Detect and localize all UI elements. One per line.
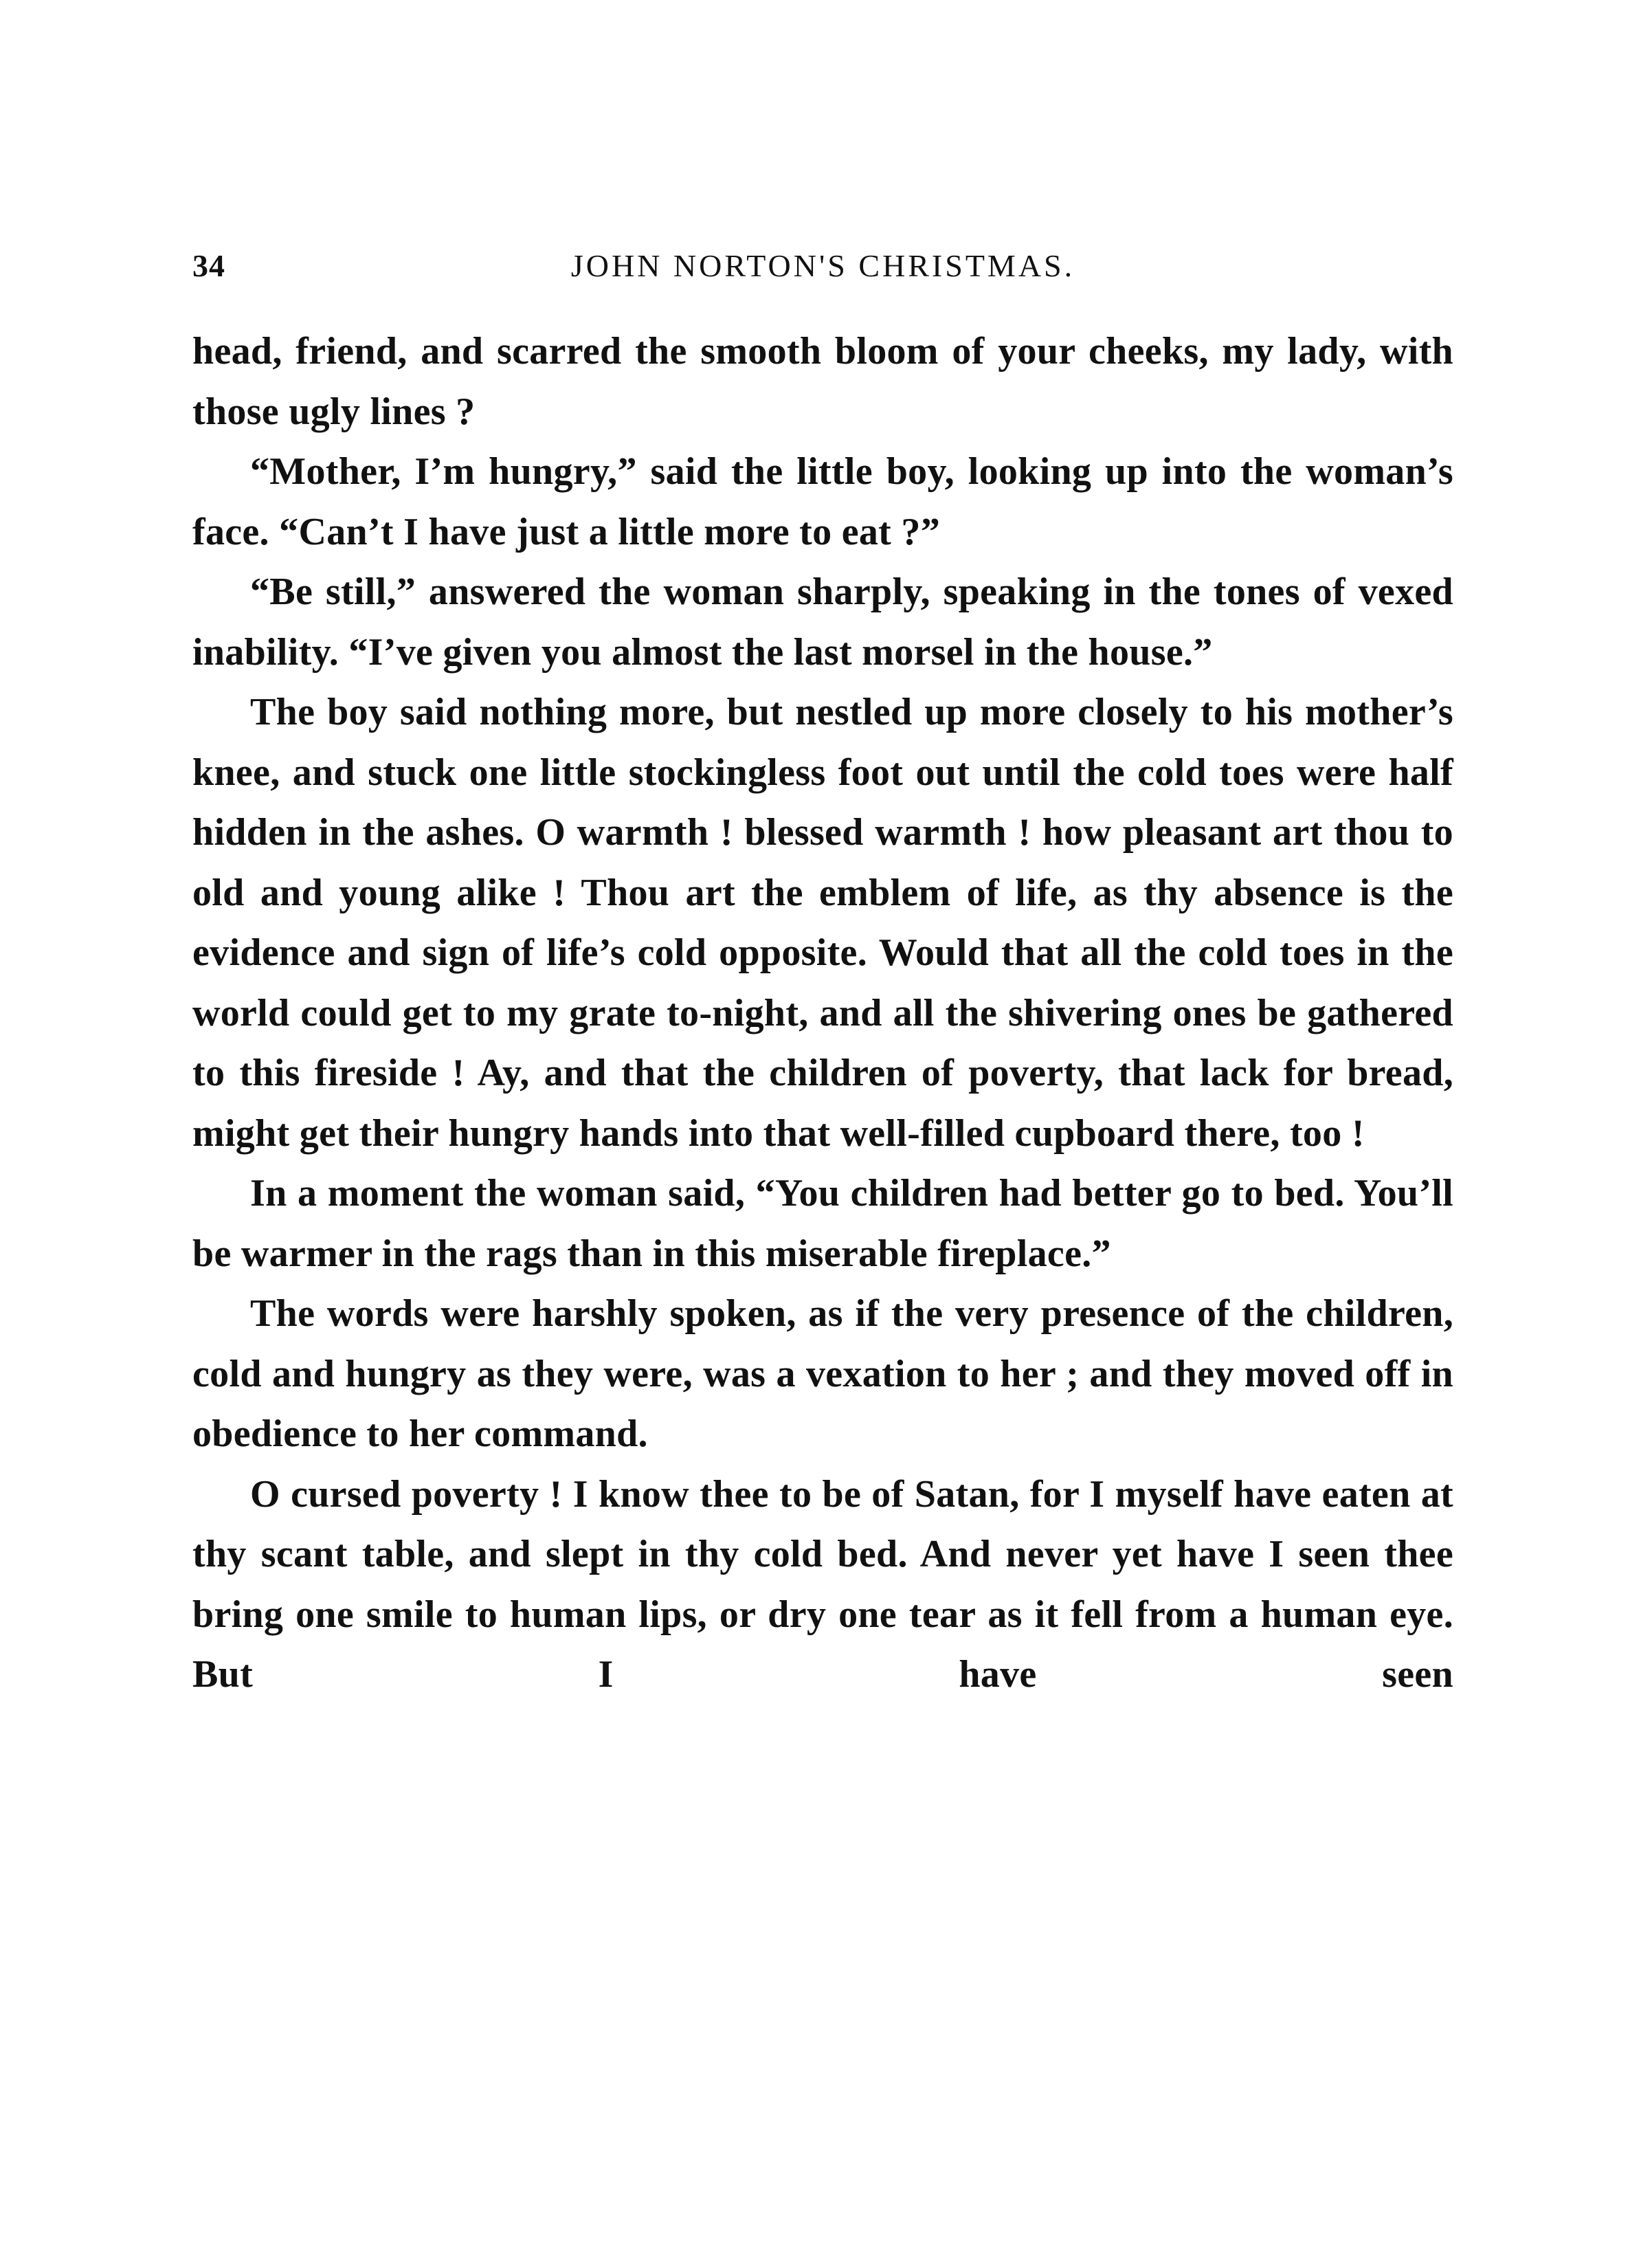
paragraph-continues: O cursed poverty ! I know thee to be of Satan, for I myself have eaten at thy scant table, and slept in thy cold bed. And never yet have I seen thee bring one smile to human lips, or dry one tear as it fell from a human eye. But I have seen xyxy=(192,1472,1453,1696)
paragraph: The words were harshly spoken, as if the very presence of the children, cold and hungry as they were, was a vexation to her ; and they moved off in obedience to her command. xyxy=(192,1292,1453,1455)
running-title: JOHN NORTON'S CHRISTMAS. xyxy=(570,248,1075,283)
paragraph: The boy said nothing more, but nestled up more closely to his mother’s knee, and stuck one little stockingless foot out until the cold toes were half hidden in the ashes. O warmth ! blessed warmth ! how pleasant art thou to old and young alike ! Thou art the emblem of life, as thy absence is the evidence and sign of life’s cold opposite. Would that all the cold toes in the world could get to my grate to-night, and all the shivering ones be gathered to this fireside ! Ay, and that the children of poverty, that lack for bread, might get their hungry hands into that well-filled cupboard there, too ! xyxy=(192,691,1453,1155)
paragraph-continued: head, friend, and scarred the smooth bloom of your cheeks, my lady, with those ugly lines ? xyxy=(192,330,1453,433)
paragraph: In a moment the woman said, “You children had better go to bed. You’ll be warmer in the rags than in this miserable fireplace.” xyxy=(192,1172,1453,1275)
body-text xyxy=(192,322,1453,1705)
page-header xyxy=(192,247,1453,296)
paragraph: “Be still,” answered the woman sharply, speaking in the tones of vexed inability. “I’ve given you almost the last morsel in the house.” xyxy=(192,570,1453,674)
paragraph: “Mother, I’m hungry,” said the little boy, looking up into the woman’s face. “Can’t I have just a little more to eat ?” xyxy=(192,450,1453,553)
page-number: 34 xyxy=(192,248,225,283)
